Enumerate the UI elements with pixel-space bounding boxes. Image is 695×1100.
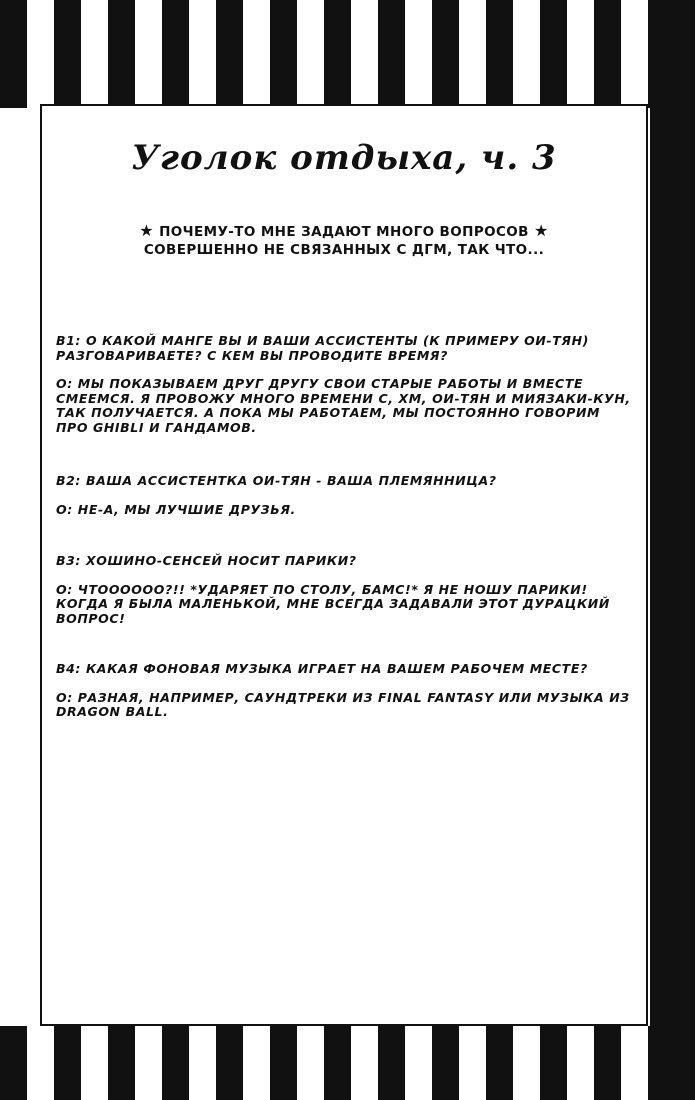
question-2: В2: ВАША АССИСТЕНТКА ОИ-ТЯН - ВАША ПЛЕМЯННИЦА? [56, 473, 497, 488]
qa-block-1 [56, 334, 636, 435]
intro-line-1: ★ ПОЧЕМУ-ТО МНЕ ЗАДАЮТ МНОГО ВОПРОСОВ ★ [139, 221, 549, 240]
qa-block-3 [56, 554, 636, 626]
answer-3: О: ЧТОООООО?!! *УДАРЯЕТ ПО СТОЛУ, БАМС!* Я НЕ НОШУ ПАРИКИ! КОГДА Я БЫЛА МАЛЕНЬКОЙ, МНЕ ВСЕГДА ЗАДАВАЛИ ЭТОТ ДУРАЦКИЙ ВОПРОС! [56, 581, 610, 626]
answer-1: О: МЫ ПОКАЗЫВАЕМ ДРУГ ДРУГУ СВОИ СТАРЫЕ РАБОТЫ И ВМЕСТЕ СМЕЕМСЯ. Я ПРОВОЖУ МНОГО ВРЕМЕНИ С, ХМ, ОИ-ТЯН И МИЯЗАКИ-КУН, ТАК ПОЛУЧАЕТСЯ. А ПОКА МЫ РАБОТАЕМ, МЫ ПОСТОЯННО ГОВОРИМ ПРО GHIBLI И ГАНДАМОВ. [56, 376, 631, 435]
top-stripes [0, 0, 695, 108]
question-1: В1: О КАКОЙ МАНГЕ ВЫ И ВАШИ АССИСТЕНТЫ (К ПРИМЕРУ ОИ-ТЯН) РАЗГОВАРИВАЕТЕ? С КЕМ ВЫ ПРОВОДИТЕ ВРЕМЯ? [56, 333, 589, 363]
intro-text [42, 222, 646, 259]
answer-4: О: РАЗНАЯ, НАПРИМЕР, САУНДТРЕКИ ИЗ FINAL FANTASY ИЛИ МУЗЫКА ИЗ DRAGON BALL. [56, 689, 630, 719]
right-black-bar [650, 0, 695, 1100]
text-panel [40, 104, 648, 1026]
question-4: В4: КАКАЯ ФОНОВАЯ МУЗЫКА ИГРАЕТ НА ВАШЕМ РАБОЧЕМ МЕСТЕ? [56, 661, 588, 676]
star-icon: ★ [139, 221, 154, 240]
qa-block-4 [56, 662, 636, 720]
intro-line-2: СОВЕРШЕННО НЕ СВЯЗАННЫХ С ДГМ, ТАК ЧТО... [143, 242, 545, 258]
answer-2: О: НЕ-А, МЫ ЛУЧШИЕ ДРУЗЬЯ. [56, 501, 296, 517]
qa-block-2 [56, 474, 636, 517]
bottom-stripes [0, 1026, 695, 1100]
question-3: В3: ХОШИНО-СЕНСЕЙ НОСИТ ПАРИКИ? [56, 553, 357, 568]
star-icon: ★ [533, 221, 549, 240]
page-title: Уголок отдыха, ч. 3 [131, 138, 557, 178]
